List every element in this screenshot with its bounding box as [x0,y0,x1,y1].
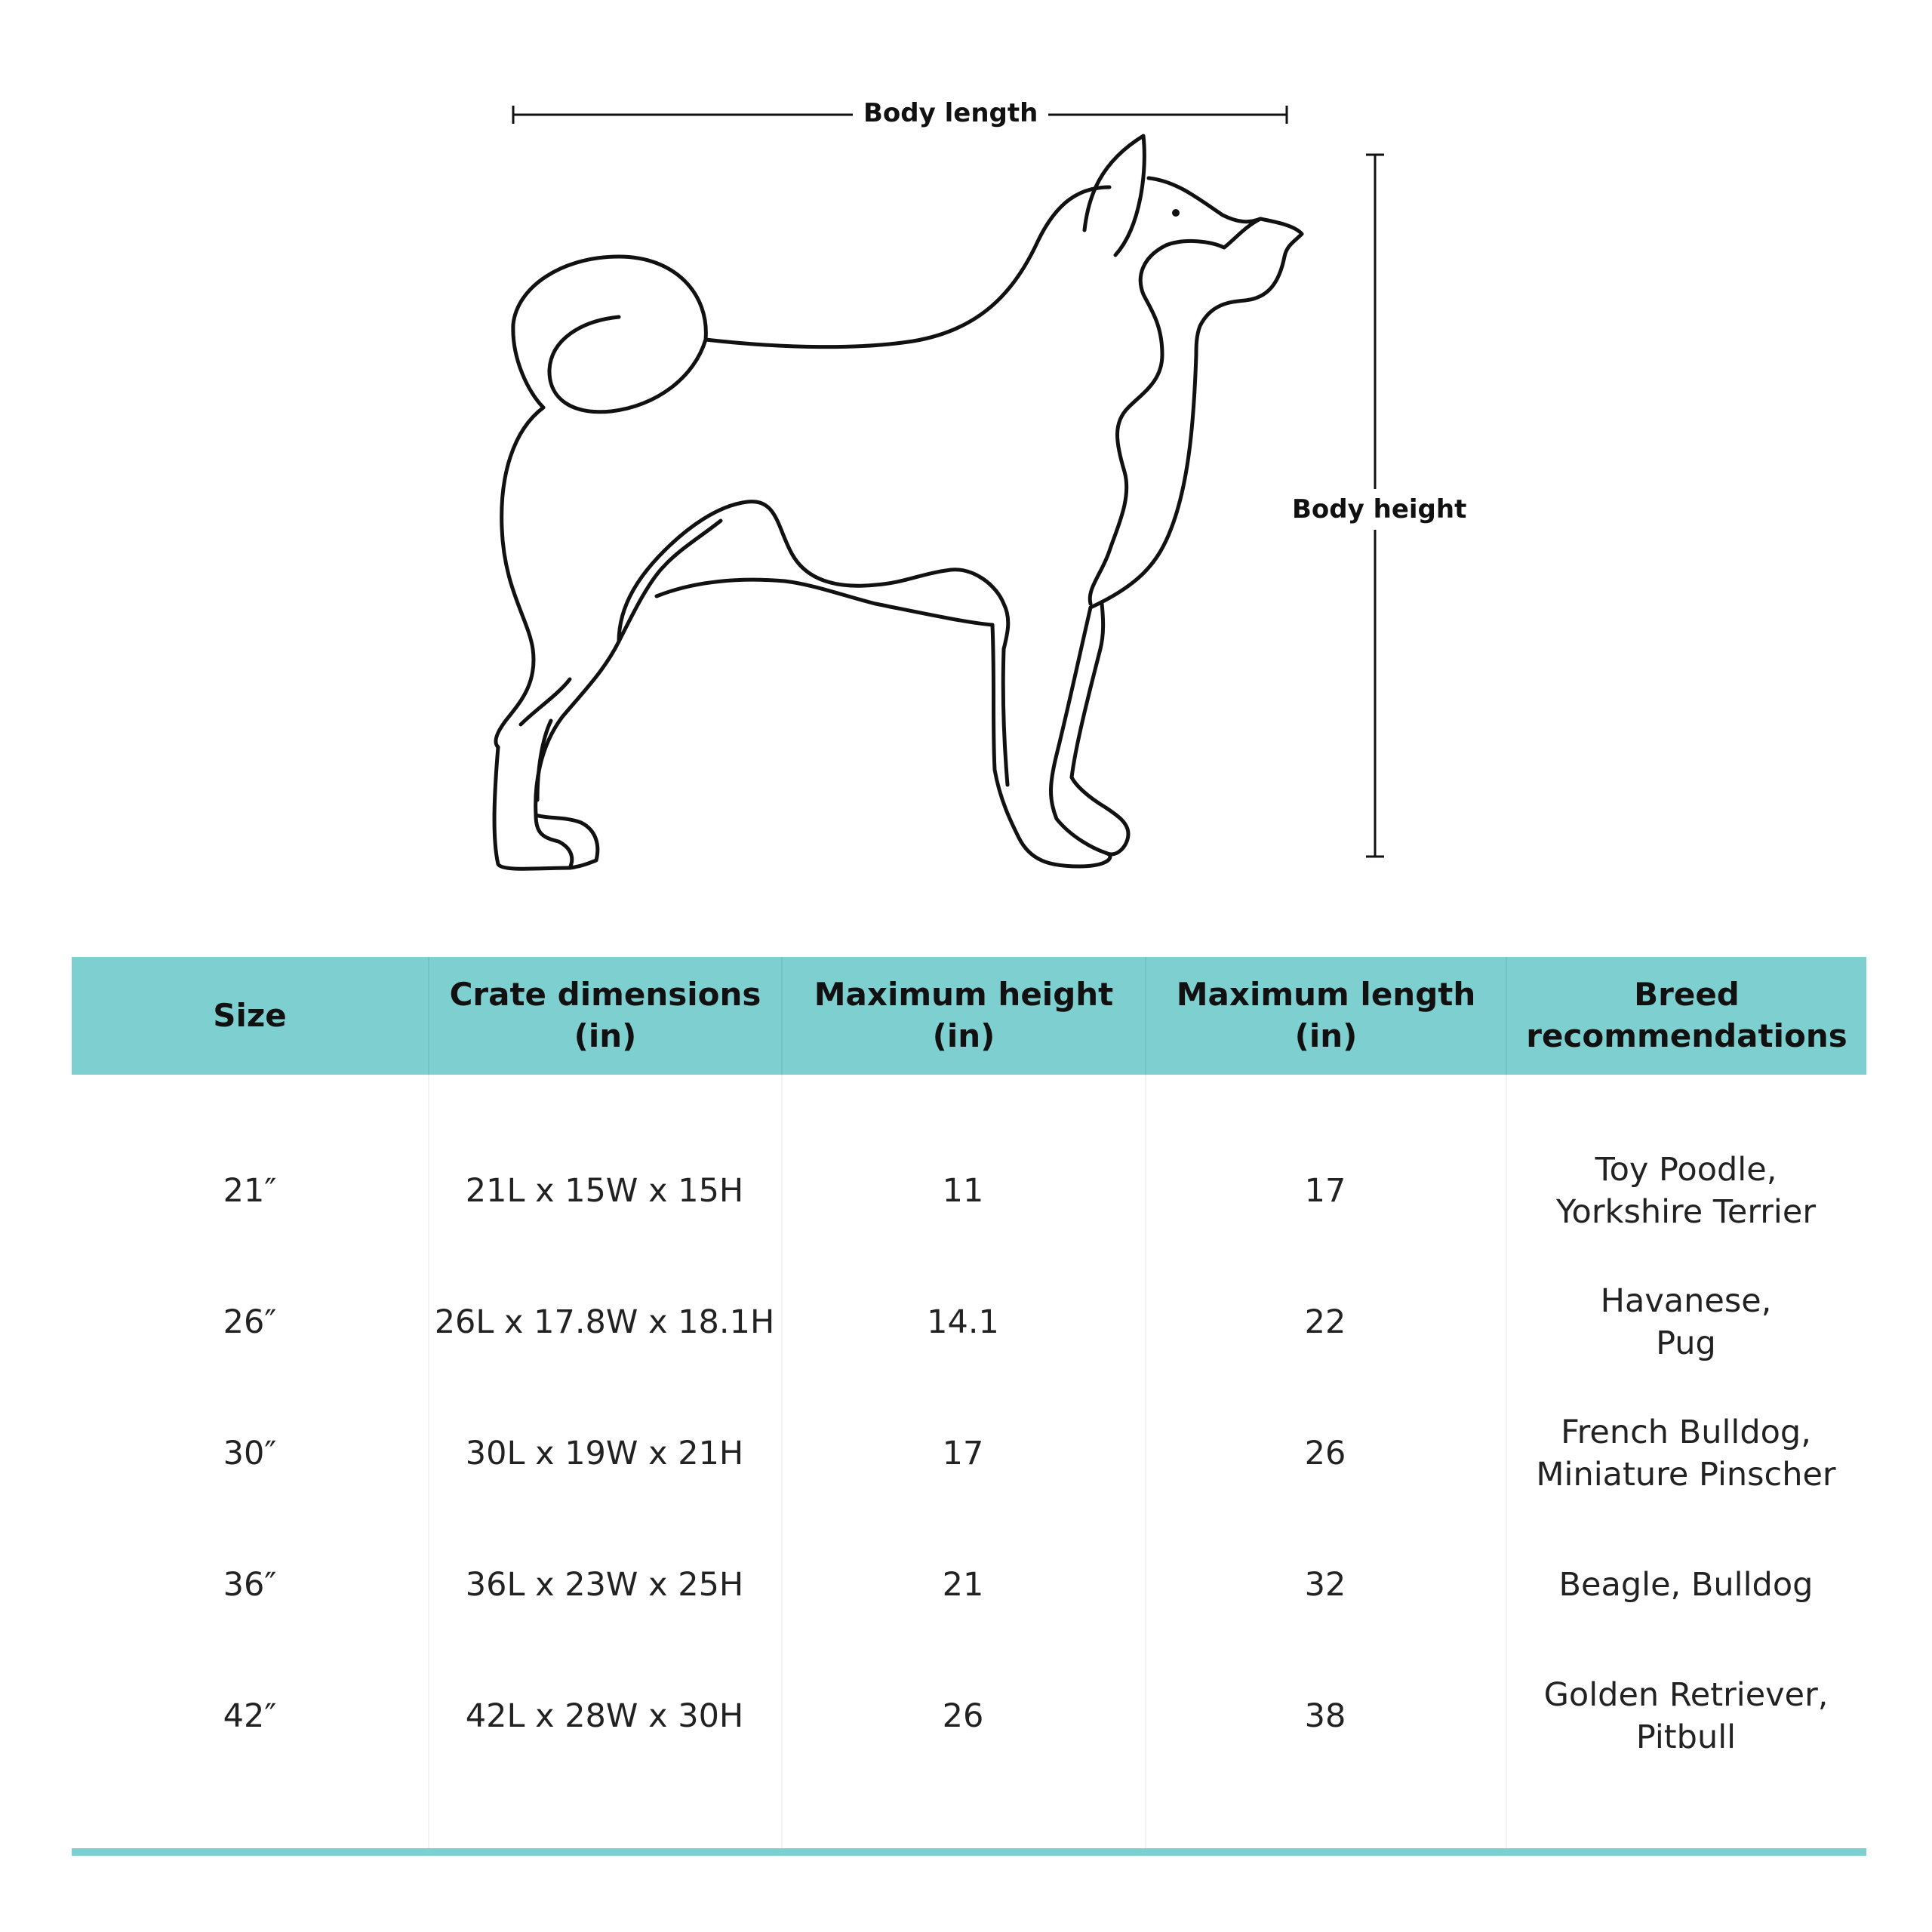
cell-breeds: French Bulldog, Miniature Pinscher [1536,1414,1836,1494]
header-maximum-length: Maximum length (in) [1145,957,1506,1075]
table-row [72,1389,1866,1520]
table-row [72,1126,1866,1257]
table-row [72,1520,1866,1651]
cell-size: 30″ [223,1435,277,1473]
crate-size-table [72,957,1866,1856]
body-height-label: Body height [1292,489,1466,530]
cell-max-height: 26 [942,1697,984,1736]
header-breed-recommendations: Breed recommendations [1506,957,1866,1075]
cell-dimensions: 21L x 15W x 15H [465,1172,744,1211]
cell-max-height: 17 [942,1435,984,1473]
table-bottom-rule [72,1848,1866,1856]
table-row [72,1257,1866,1389]
cell-breeds: Havanese, Pug [1600,1282,1772,1362]
cell-dimensions: 26L x 17.8W x 18.1H [434,1303,775,1342]
cell-max-height: 11 [942,1172,984,1211]
cell-size: 26″ [223,1303,277,1342]
cell-max-length: 22 [1304,1303,1346,1342]
cell-dimensions: 36L x 23W x 25H [465,1566,744,1604]
cell-size: 42″ [223,1697,277,1736]
dog-measurement-diagram [0,0,1932,906]
cell-max-height: 21 [942,1566,984,1604]
cell-max-length: 32 [1304,1566,1346,1604]
header-crate-dimensions: Crate dimensions (in) [428,957,781,1075]
table-rows [72,1126,1866,1783]
cell-max-height: 14.1 [927,1303,999,1342]
cell-max-length: 17 [1304,1172,1346,1211]
cell-breeds: Beagle, Bulldog [1558,1566,1814,1604]
cell-breeds: Toy Poodle, Yorkshire Terrier [1556,1151,1816,1231]
cell-max-length: 26 [1304,1435,1346,1473]
dog-icon [494,136,1302,869]
cell-dimensions: 42L x 28W x 30H [465,1697,744,1736]
header-maximum-height: Maximum height (in) [781,957,1145,1075]
cell-max-length: 38 [1304,1697,1346,1736]
table-row [72,1651,1866,1783]
table-header-row [72,957,1866,1075]
cell-size: 36″ [223,1566,277,1604]
cell-breeds: Golden Retriever, Pitbull [1543,1676,1829,1756]
cell-dimensions: 30L x 19W x 21H [465,1435,744,1473]
table-body [72,1075,1866,1848]
cell-size: 21″ [223,1172,277,1211]
dog-outline-illustration [0,0,1932,906]
header-size: Size [213,996,287,1034]
body-length-label: Body length [853,100,1048,126]
